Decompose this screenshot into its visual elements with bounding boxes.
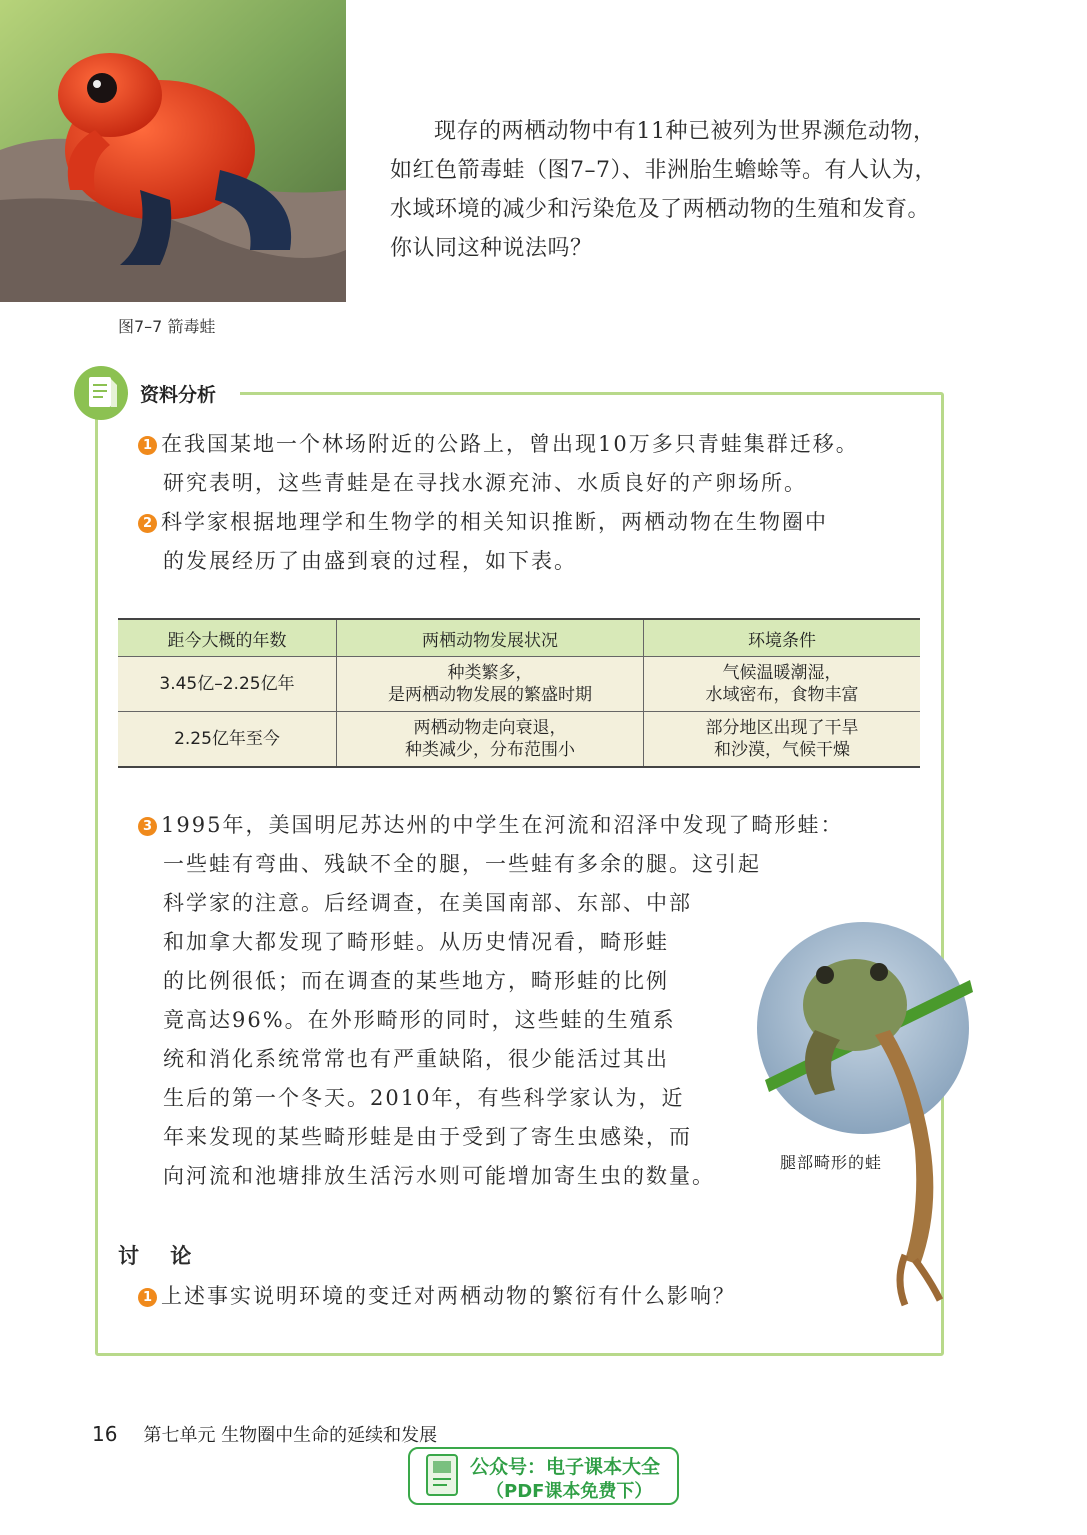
- item-text: 和加拿大都发现了畸形蛙。从历史情况看，畸形蛙: [163, 930, 669, 954]
- item-text: 在我国某地一个林场附近的公路上，曾出现10万多只青蛙集群迁移。: [161, 432, 859, 456]
- table-cell: 2.25亿年至今: [118, 712, 337, 768]
- analysis-item-1: [138, 425, 928, 503]
- table-header-cell: 两栖动物发展状况: [337, 619, 644, 657]
- page-number: 16: [92, 1422, 118, 1446]
- cell-line: 和沙漠，气候干燥: [714, 740, 850, 760]
- table-cell: 3.45亿–2.25亿年: [118, 657, 337, 712]
- item-text: 的发展经历了由盛到衰的过程，如下表。: [163, 549, 577, 573]
- cell-line: 气候温暖潮湿，: [722, 663, 842, 683]
- poison-dart-frog-photo: [0, 0, 346, 302]
- figure-caption: 图7–7 箭毒蛙: [118, 317, 216, 336]
- page-footer: [92, 1421, 437, 1447]
- item-text: 科学家根据地理学和生物学的相关知识推断，两栖动物在生物圈中: [161, 510, 828, 534]
- intro-text: 现存的两栖动物中有11种已被列为世界濒危动物，如红色箭毒蛙（图7–7）、非洲胎生蟾蜍等。有人认为，水域环境的减少和污染危及了两栖动物的生殖和发育。你认同这种说法吗？: [390, 119, 937, 261]
- table-row: [118, 657, 920, 712]
- item-text: 生后的第一个冬天。2010年，有些科学家认为，近: [163, 1086, 685, 1110]
- deformed-frog-caption: 腿部畸形的蛙: [780, 1153, 883, 1172]
- item-text: 1995年，美国明尼苏达州的中学生在河流和沼泽中发现了畸形蛙：: [161, 813, 844, 837]
- document-icon: [73, 365, 129, 421]
- table-header-cell: 环境条件: [644, 619, 921, 657]
- discussion-question-1: [138, 1277, 736, 1316]
- table-cell: [337, 712, 644, 768]
- item-number-badge: 1: [138, 436, 157, 455]
- item-number-badge: 3: [138, 817, 157, 836]
- table-cell: [644, 657, 921, 712]
- cell-line: 是两栖动物发展的繁盛时期: [388, 685, 592, 705]
- analysis-item-3: [138, 806, 843, 1196]
- cell-line: 种类繁多，: [447, 663, 533, 683]
- cell-line: 部分地区出现了干旱: [705, 718, 859, 738]
- question-text: 上述事实说明环境的变迁对两栖动物的繁衍有什么影响？: [161, 1284, 736, 1308]
- deformed-frog-photo: [755, 920, 995, 1310]
- item-text: 竟高达96%。在外形畸形的同时，这些蛙的生殖系: [163, 1008, 676, 1032]
- cell-line: 种类减少，分布范围小: [405, 740, 575, 760]
- item-text: 统和消化系统常常也有严重缺陷，很少能活过其出: [163, 1047, 669, 1071]
- watermark-line-1: 公众号：电子课本大全: [470, 1456, 661, 1478]
- item-text: 科学家的注意。后经调查，在美国南部、东部、中部: [163, 891, 692, 915]
- item-text: 一些蛙有弯曲、残缺不全的腿，一些蛙有多余的腿。这引起: [163, 852, 761, 876]
- item-text: 年来发现的某些畸形蛙是由于受到了寄生虫感染，而: [163, 1125, 692, 1149]
- table-cell: [644, 712, 921, 768]
- item-text: 向河流和池塘排放生活污水则可能增加寄生虫的数量。: [163, 1164, 715, 1188]
- table-row: [118, 712, 920, 768]
- item-number-badge: 2: [138, 514, 157, 533]
- item-text: 研究表明，这些青蛙是在寻找水源充沛、水质良好的产卵场所。: [163, 471, 807, 495]
- cell-line: 水域密布，食物丰富: [705, 685, 859, 705]
- cell-line: 两栖动物走向衰退，: [413, 718, 567, 738]
- chapter-title: 第七单元 生物圈中生命的延续和发展: [143, 1425, 438, 1446]
- discussion-title: 讨 论: [118, 1244, 204, 1268]
- analysis-title: 资料分析: [140, 384, 217, 406]
- item-number-badge: 1: [138, 1288, 157, 1307]
- amphibian-history-table: [118, 618, 920, 768]
- table-cell: [337, 657, 644, 712]
- book-icon: [425, 1453, 459, 1497]
- watermark-line-2: （PDF课本免费下）: [486, 1481, 653, 1502]
- item-text: 的比例很低；而在调查的某些地方，畸形蛙的比例: [163, 969, 669, 993]
- table-header-row: [118, 619, 920, 657]
- intro-paragraph: [390, 112, 950, 268]
- analysis-item-2: [138, 503, 928, 581]
- table-header-cell: 距今大概的年数: [118, 619, 337, 657]
